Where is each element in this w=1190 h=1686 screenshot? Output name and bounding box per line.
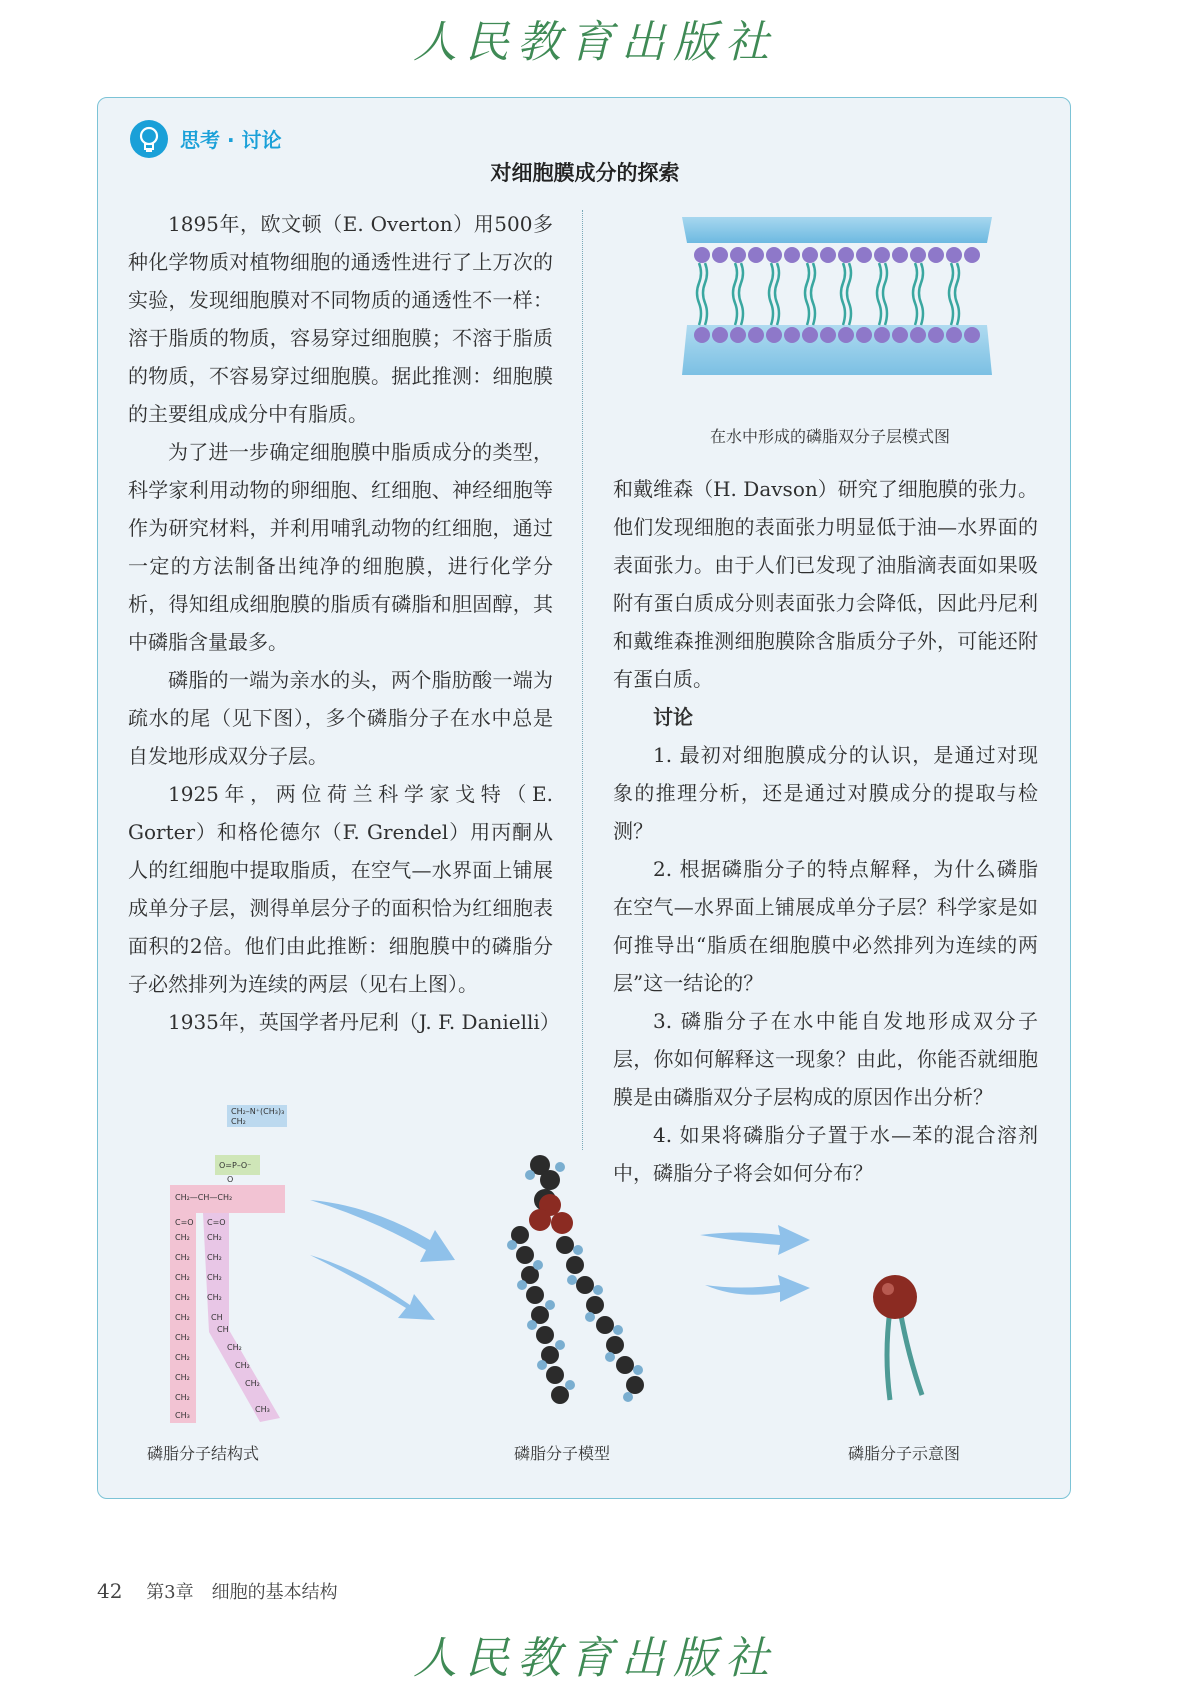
paragraph: 1935年，英国学者丹尼利（J. F. Danielli） [168,1010,560,1034]
lightbulb-icon [130,120,168,158]
svg-text:CH₂: CH₂ [175,1273,190,1282]
svg-text:CH₂: CH₂ [175,1253,190,1262]
page-number: 42 [97,1579,123,1603]
svg-text:CH₂: CH₂ [175,1293,190,1302]
space-filling-model-figure [500,1145,660,1415]
arrow-icon [310,1200,455,1262]
discussion-question: 1. 最初对细胞膜成分的认识，是通过对现象的推理分析，还是通过对膜成分的提取与检测？ [613,743,1038,843]
model-caption: 磷脂分子模型 [514,1444,611,1463]
phospholipid-tails [697,263,959,325]
svg-text:CH: CH [217,1325,229,1334]
svg-text:O=P–O⁻: O=P–O⁻ [219,1161,252,1170]
arrow-icon [700,1225,810,1255]
svg-text:CH₂: CH₂ [175,1333,190,1342]
svg-text:C=O: C=O [175,1218,194,1227]
svg-text:CH₂: CH₂ [175,1393,190,1402]
svg-text:O: O [227,1175,234,1184]
svg-text:CH₂–N⁺(CH₃)₃: CH₂–N⁺(CH₃)₃ [231,1107,285,1116]
arrow-icon [705,1275,810,1302]
paragraph: 1895年，欧文顿（E. Overton）用500多种化学物质对植物细胞的通透性进行了上万次的实验，发现细胞膜对不同物质的通透性不一样：溶于脂质的物质，容易穿过细胞膜；不溶于脂质的物质，不容易穿过细胞膜。据此推测：细胞膜的主要组成成分中有脂质。 [128,212,553,426]
svg-text:C=O: C=O [207,1218,226,1227]
discussion-question: 4. 如果将磷脂分子置于水—苯的混合溶剂中，磷脂分子将会如何分布？ [613,1123,1038,1185]
page-footer [97,1578,338,1604]
svg-text:CH₂: CH₂ [175,1233,190,1242]
paragraph: 磷脂的一端为亲水的头，两个脂肪酸一端为疏水的尾（见下图），多个磷脂分子在水中总是自发地形成双分子层。 [128,668,553,768]
svg-text:CH₂: CH₂ [231,1117,246,1126]
membrane-caption: 在水中形成的磷脂双分子层模式图 [710,427,951,446]
svg-text:CH₂: CH₂ [175,1353,190,1362]
bilayer-figure [672,205,1002,415]
svg-text:CH₂: CH₂ [235,1361,250,1370]
schematic-caption: 磷脂分子示意图 [848,1444,961,1463]
svg-text:CH₃: CH₃ [255,1405,270,1414]
discussion-question: 2. 根据磷脂分子的特点解释，为什么磷脂在空气—水界面上铺展成单分子层？科学家是如何推导出“脂质在细胞膜中必然排列为连续的两层”这一结论的？ [613,857,1038,995]
publisher-watermark-bottom: 人民教育出版社 [413,1633,777,1684]
arrow-icon [310,1255,435,1320]
paragraph: 1925年，两位荷兰科学家戈特（E. Gorter）和格伦德尔（F. Grendel）用丙酮从人的红细胞中提取脂质，在空气—水界面上铺展成单分子层，测得单层分子的面积恰为红细胞表面积的2倍。他们由此推断：细胞膜中的磷脂分子必然排列为连续的两层（见右上图）。 [128,782,553,996]
svg-text:CH₂: CH₂ [227,1343,242,1352]
svg-text:CH₂: CH₂ [245,1379,260,1388]
paragraph: 为了进一步确定细胞膜中脂质成分的类型，科学家利用动物的卵细胞、红细胞、神经细胞等作为研究材料，并利用哺乳动物的红细胞，通过一定的方法制备出纯净的细胞膜，进行化学分析，得知组成细胞膜的脂质有磷脂和胆固醇，其中磷脂含量最多。 [128,440,553,654]
paragraph: 和戴维森（H. Davson）研究了细胞膜的张力。他们发现细胞的表面张力明显低于油—水界面的表面张力。由于人们已发现了油脂滴表面如果吸附有蛋白质成分则表面张力会降低，因此丹尼利和戴维森推测细胞膜除含脂质分子外，可能还附有蛋白质。 [613,477,1038,691]
box-title: 对细胞膜成分的探索 [490,161,680,185]
svg-text:CH₂: CH₂ [207,1273,222,1282]
publisher-watermark-top: 人民教育出版社 [413,17,777,68]
section-label: 思考 · 讨论 [180,128,282,152]
svg-text:CH₂—CH—CH₂: CH₂—CH—CH₂ [175,1193,233,1202]
svg-text:CH₃: CH₃ [175,1411,190,1420]
right-column [613,470,1038,1192]
svg-text:CH: CH [211,1313,223,1322]
svg-text:CH₂: CH₂ [175,1373,190,1382]
svg-text:CH₂: CH₂ [207,1293,222,1302]
structural-formula-figure [165,1100,315,1430]
schematic-figure [860,1275,940,1405]
svg-text:CH₂: CH₂ [207,1253,222,1262]
structure-caption: 磷脂分子结构式 [147,1444,260,1463]
svg-text:CH₂: CH₂ [207,1233,222,1242]
discussion-question: 3. 磷脂分子在水中能自发地形成双分子层，你如何解释这一现象？由此，你能否就细胞膜是由磷脂双分子层构成的原因作出分析？ [613,1009,1038,1109]
column-divider [582,210,583,1150]
discussion-heading: 讨论 [653,705,693,729]
svg-text:CH₂: CH₂ [175,1313,190,1322]
left-column [128,205,560,1041]
chapter-title: 第3章 细胞的基本结构 [146,1582,338,1603]
